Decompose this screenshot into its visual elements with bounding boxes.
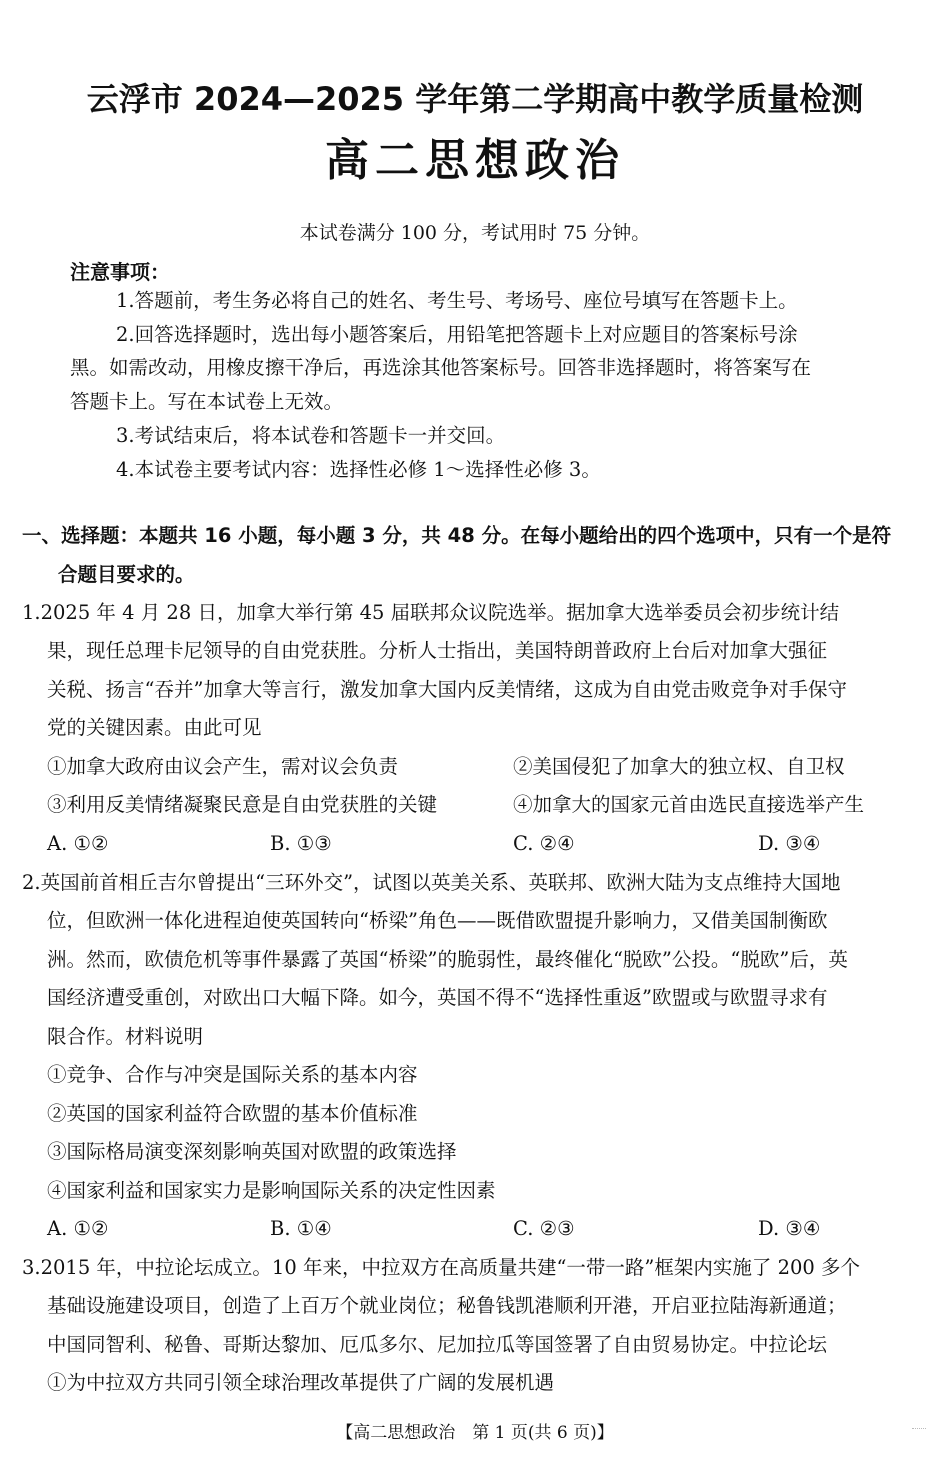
q1-statement-4: ④加拿大的国家元首由选民直接选举产生 bbox=[513, 793, 865, 816]
q2-stem-line: 位，但欧洲一体化进程迫使英国转向“桥梁”角色——既借欧盟提升影响力，又借美国制衡欧 bbox=[47, 909, 828, 932]
notice-line: 答题卡上。写在本试卷上无效。 bbox=[70, 390, 344, 413]
q2-option-d: D. ③④ bbox=[758, 1217, 821, 1240]
q1-stem-line: 关税、扬言“吞并”加拿大等言行，激发加拿大国内反美情绪，这成为自由党击败竞争对手保守 bbox=[47, 678, 847, 701]
q1-option-c: C. ②④ bbox=[513, 832, 575, 855]
corner-mark bbox=[912, 1428, 926, 1432]
q1-stem-line: 党的关键因素。由此可见 bbox=[47, 716, 262, 739]
section-heading: 一、选择题：本题共 16 小题，每小题 3 分，共 48 分。在每小题给出的四个选项中，只有一个是符 bbox=[22, 524, 892, 547]
q2-statement-2: ②英国的国家利益符合欧盟的基本价值标准 bbox=[47, 1102, 418, 1125]
q3-stem-line: 中国同智利、秘鲁、哥斯达黎加、厄瓜多尔、尼加拉瓜等国签署了自由贸易协定。中拉论坛 bbox=[47, 1333, 828, 1356]
q2-statement-1: ①竞争、合作与冲突是国际关系的基本内容 bbox=[47, 1063, 418, 1086]
notice-line: 黑。如需改动，用橡皮擦干净后，再选涂其他答案标号。回答非选择题时，将答案写在 bbox=[70, 356, 812, 379]
subject-title: 高二思想政治 bbox=[325, 135, 625, 186]
q1-stem-line: 1.2025 年 4 月 28 日，加拿大举行第 45 届联邦众议院选举。据加拿大选举委员会初步统计结 bbox=[22, 601, 840, 624]
notice-line: 3.考试结束后，将本试卷和答题卡一并交回。 bbox=[116, 424, 506, 447]
section-heading-cont: 合题目要求的。 bbox=[58, 563, 195, 586]
q3-statement-1: ①为中拉双方共同引领全球治理改革提供了广阔的发展机遇 bbox=[47, 1371, 555, 1394]
q1-option-a: A. ①② bbox=[47, 832, 109, 855]
q3-stem-line: 3.2015 年，中拉论坛成立。10 年来，中拉双方在高质量共建“一带一路”框架内实施了 200 多个 bbox=[22, 1256, 860, 1279]
q1-statement-3: ③利用反美情绪凝聚民意是自由党获胜的关键 bbox=[47, 793, 438, 816]
exam-title: 云浮市 2024—2025 学年第二学期高中教学质量检测 bbox=[86, 80, 864, 118]
q1-statement-2: ②美国侵犯了加拿大的独立权、自卫权 bbox=[513, 755, 845, 778]
q3-stem-line: 基础设施建设项目，创造了上百万个就业岗位；秘鲁钱凯港顺利开港，开启亚拉陆海新通道； bbox=[47, 1294, 847, 1317]
page-footer: 【高二思想政治 第 1 页(共 6 页)】 bbox=[336, 1423, 614, 1443]
q1-stem-line: 果，现任总理卡尼领导的自由党获胜。分析人士指出，美国特朗普政府上台后对加拿大强征 bbox=[47, 639, 828, 662]
q2-statement-3: ③国际格局演变深刻影响英国对欧盟的政策选择 bbox=[47, 1140, 457, 1163]
notice-line: 1.答题前，考生务必将自己的姓名、考生号、考场号、座位号填写在答题卡上。 bbox=[116, 289, 798, 312]
q2-option-a: A. ①② bbox=[47, 1217, 109, 1240]
q1-option-d: D. ③④ bbox=[758, 832, 821, 855]
exam-meta: 本试卷满分 100 分，考试用时 75 分钟。 bbox=[299, 222, 651, 244]
notice-line: 4.本试卷主要考试内容：选择性必修 1～选择性必修 3。 bbox=[116, 458, 601, 481]
q2-stem-line: 洲。然而，欧债危机等事件暴露了英国“桥梁”的脆弱性，最终催化“脱欧”公投。“脱欧”后，英 bbox=[47, 948, 848, 971]
q1-option-b: B. ①③ bbox=[270, 832, 332, 855]
q2-option-c: C. ②③ bbox=[513, 1217, 575, 1240]
notice-line: 2.回答选择题时，选出每小题答案后，用铅笔把答题卡上对应题目的答案标号涂 bbox=[116, 323, 798, 346]
q2-statement-4: ④国家利益和国家实力是影响国际关系的决定性因素 bbox=[47, 1179, 496, 1202]
notice-heading: 注意事项： bbox=[70, 260, 170, 284]
q2-stem-line: 国经济遭受重创，对欧出口大幅下降。如今，英国不得不“选择性重返”欧盟或与欧盟寻求有 bbox=[47, 986, 828, 1009]
q2-stem-line: 2.英国前首相丘吉尔曾提出“三环外交”，试图以英美关系、英联邦、欧洲大陆为支点维持大国地 bbox=[22, 871, 841, 894]
q1-statement-1: ①加拿大政府由议会产生，需对议会负责 bbox=[47, 755, 399, 778]
q2-option-b: B. ①④ bbox=[270, 1217, 332, 1240]
q2-stem-line: 限合作。材料说明 bbox=[47, 1025, 204, 1048]
